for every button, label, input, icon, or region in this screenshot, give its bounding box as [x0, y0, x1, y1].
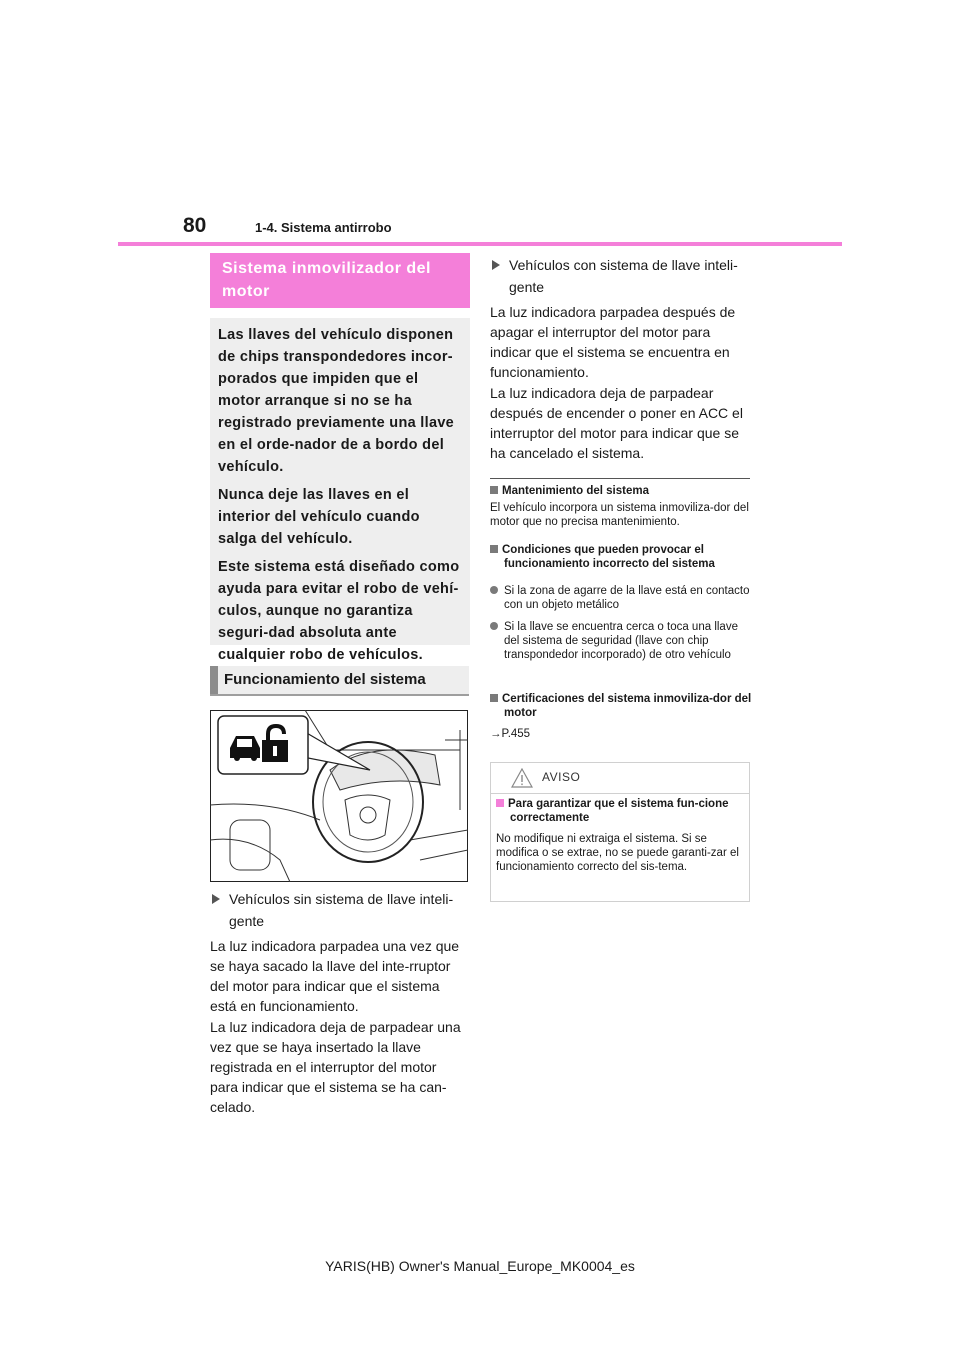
cert-heading: Certificaciones del sistema inmoviliza-dor del motor: [490, 692, 752, 720]
bullet-no-smart-key: [212, 888, 453, 910]
condition-item: Si la llave se encuentra cerca o toca una llave del sistema de seguridad (llave con chip transpondedor incorporado) de otro vehículo: [490, 620, 752, 662]
body-paragraph: La luz indicadora deja de parpadear una vez que se haya insertado la llave registrada en el interruptor del motor para indicar que el sistema se ha can-celado.: [210, 1019, 461, 1115]
bullet-label: Vehículos sin sistema de llave inteli-: [229, 891, 454, 907]
heading-bar: [210, 666, 218, 694]
cert-page-reference: →P.455: [490, 728, 531, 740]
warning-triangle-icon: [511, 768, 533, 788]
page-number: 80: [183, 214, 207, 237]
condition-item: Si la zona de agarre de la llave está en contacto con un objeto metálico: [490, 584, 752, 612]
triangle-bullet-icon: [492, 260, 500, 270]
bullet-label-cont: gente: [509, 279, 545, 295]
square-bullet-icon: [490, 545, 498, 553]
body-paragraph: La luz indicadora parpadea después de apagar el interruptor del motor para indicar que el sistema se encuentra en funcionamiento.: [490, 304, 736, 380]
square-bullet-icon: [490, 486, 498, 494]
warning-text: No modifique ni extraiga el sistema. Si se modifica o se extrae, no se puede garanti-zar el funcionamiento correcto del sis-tema.: [496, 833, 739, 873]
body-paragraph: La luz indicadora parpadea una vez que se haya sacado la llave del inte-rruptor del motor para indicar que el sistema está en funcionamiento.: [210, 938, 460, 1014]
triangle-bullet-icon: [212, 894, 220, 904]
warning-box: [490, 762, 750, 902]
section-title: 1-4. Sistema antirrobo: [255, 220, 392, 235]
footer: YARIS(HB) Owner's Manual_Europe_MK0004_es: [325, 1258, 635, 1274]
section-rule: [490, 478, 750, 479]
header-rule: [118, 242, 842, 246]
warning-divider: [491, 793, 749, 794]
intro-paragraph: Las llaves del vehículo disponen de chips transpondedores incor-porados que impiden que el motor arranque si no se ha registrado previamente una llave en el orde-nador de a bordo del vehículo.: [218, 327, 455, 475]
intro-paragraph: Este sistema está diseñado como ayuda para evitar el robo de vehí-culos, aunque no garantiza seguri-dad absoluta ante cualquier robo de vehículos.: [218, 559, 460, 663]
circle-bullet-icon: [490, 586, 498, 594]
body-paragraph: La luz indicadora deja de parpadear después de encender o poner en ACC el interruptor del motor para indicar que se ha cancelado el sistema.: [490, 385, 743, 461]
warning-title: AVISO: [542, 770, 581, 784]
bullet-label: Vehículos con sistema de llave inteli-: [509, 257, 738, 273]
square-bullet-icon: [496, 799, 504, 807]
maintenance-text: El vehículo incorpora un sistema inmoviliza-dor del motor que no precisa mantenimiento.: [490, 502, 749, 528]
bullet-label-cont: gente: [229, 913, 265, 929]
bullet-smart-key: [492, 254, 738, 276]
func-heading: Funcionamiento del sistema: [224, 671, 426, 688]
warning-heading: Para garantizar que el sistema fun-cione correctamente: [496, 797, 744, 825]
conditions-heading: Condiciones que pueden provocar el funcionamiento incorrecto del sistema: [490, 543, 752, 571]
dashboard-illustration: [210, 710, 468, 882]
intro-paragraph: Nunca deje las llaves en el interior del vehículo cuando salga del vehículo.: [218, 487, 420, 547]
intro-heading: Sistema inmovilizador del motor: [210, 253, 470, 308]
maintenance-heading: Mantenimiento del sistema: [490, 484, 750, 498]
circle-bullet-icon: [490, 622, 498, 630]
square-bullet-icon: [490, 694, 498, 702]
intro-box: [210, 318, 470, 663]
func-heading-box: [210, 666, 469, 696]
